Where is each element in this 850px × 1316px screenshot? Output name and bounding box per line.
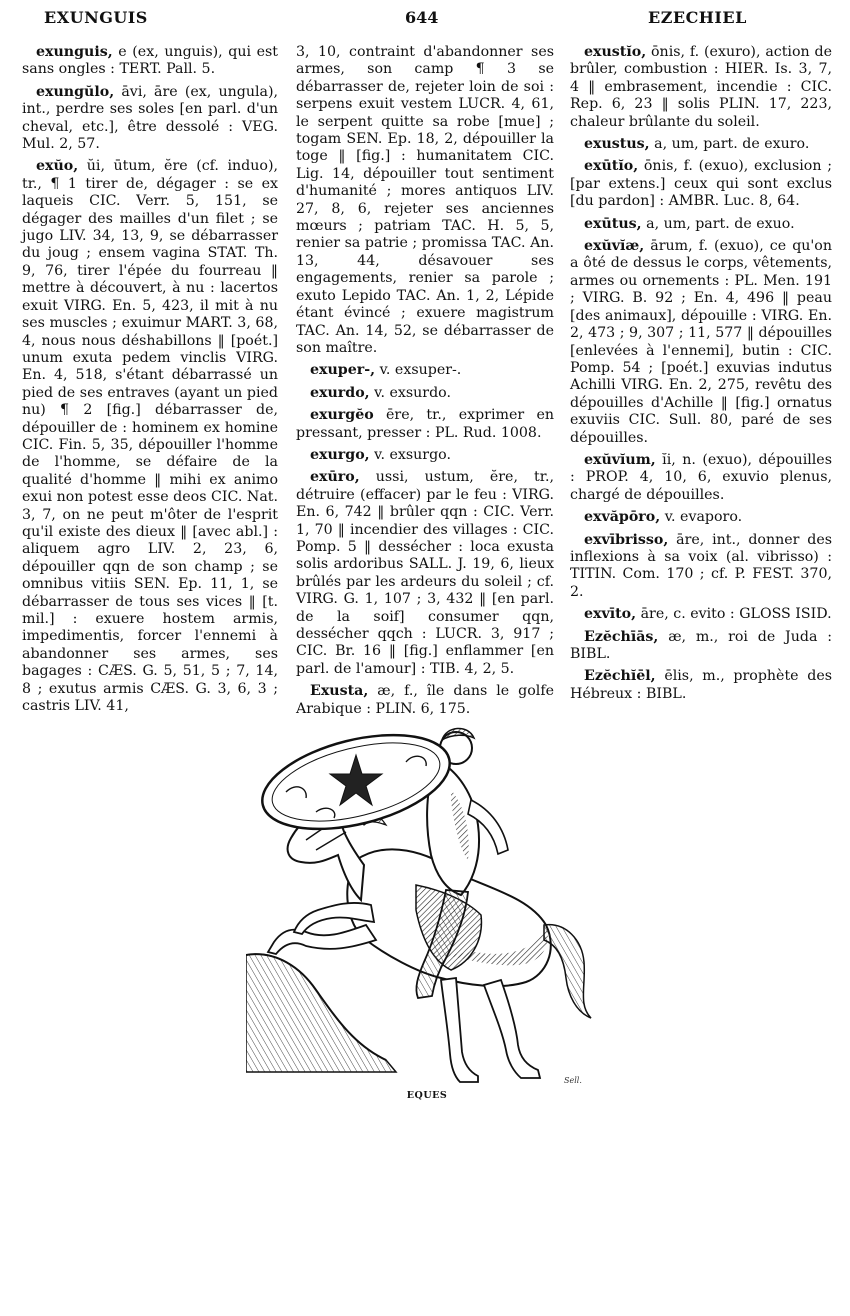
dictionary-entry <box>570 158 832 210</box>
definition: ārum, f. (exuo), ce qu'on a ôté de dessus le corps, vêtements, armes ou ornements : PL. Men. 191 ; VIRG. B. 92 ; En. 4, 496 ‖ peau [des animaux], dépouille : VIRG. En. 2, 473 ; 9, 307 ; 11, 577 ‖ dépouilles [enlevées à l'ennemi], butin : CIC. Pomp. 54 ; [poét.] exuvias indutus Achilli VIRG. En. 2, 275, revêtu des dépouilles d'Achille ‖ [fig.] ornatus exuviis CIC. Sull. 80, paré de ses dépouilles. <box>570 238 832 446</box>
definition: æ, f., île dans le golfe Arabique : PLIN. 6, 175. <box>296 683 554 717</box>
headword: Exusta, <box>310 683 369 700</box>
definition: ēre, tr., exprimer en pressant, presser : PL. Rud. 1008. <box>296 407 554 441</box>
rock-ground <box>246 954 396 1072</box>
definition: v. exsurdo. <box>374 384 451 401</box>
headword: Ezĕchĭēl, <box>584 668 656 685</box>
horse-tail <box>544 925 591 1018</box>
definition: ōnis, f. (exuo), exclusion ; [par extens.] ceux qui sont exclus [du pardon] : AMBR. Luc. 8, 64. <box>570 158 832 210</box>
running-head-right: EZECHIEL <box>648 8 747 27</box>
dictionary-entry <box>22 84 278 154</box>
headword: exūro, <box>310 469 360 486</box>
headword: Ezĕchīās, <box>584 628 659 645</box>
headword: exŭvĭæ, <box>584 238 645 255</box>
dictionary-entry-continued <box>296 44 554 357</box>
definition: ĭi, n. (exuo), dépouilles : PROP. 4, 10, 6, exuvio plenus, chargé de dépouilles. <box>570 451 832 503</box>
definition: ussi, ustum, ĕre, tr., détruire (effacer) par le feu : VIRG. En. 6, 742 ‖ brûler qqn : CIC. Verr. 1, 70 ‖ incendier des villages : CIC. Pomp. 5 ‖ dessécher : loca exusta solis ardoribus SALL. J. 19, 6, lieux brûlés par les ardeurs du soleil ; cf. VIRG. G. 1, 107 ; 3, 432 ‖ [en parl. de la soif] consumer qqn, dessécher qqch : LUCR. 3, 917 ; CIC. Br. 16 ‖ [fig.] enflammer [en parl. de l'amour] : TIB. 4, 2, 5. <box>296 469 554 677</box>
dictionary-entry <box>570 668 832 703</box>
definition: v. exsuper-. <box>379 362 462 379</box>
dictionary-entry <box>570 216 832 233</box>
dictionary-entry <box>296 469 554 678</box>
horseman-illustration <box>246 700 598 1085</box>
dictionary-entry <box>22 44 278 79</box>
headword: exunguis, <box>36 44 113 60</box>
definition: v. evaporo. <box>664 509 743 526</box>
headword: exūtus, <box>584 215 642 232</box>
horse-hind-leg-2 <box>441 978 478 1082</box>
headword: exvăpōro, <box>584 509 661 526</box>
headword: exvībrisso, <box>584 531 669 548</box>
definition: ēlis, m., prophète des Hébreux : BIBL. <box>570 668 832 702</box>
dictionary-entry <box>570 44 832 131</box>
dictionary-entry <box>296 447 554 464</box>
headword: exurgo, <box>310 446 370 463</box>
column-2 <box>296 44 554 723</box>
dictionary-entry <box>296 385 554 402</box>
definition: e (ex, unguis), qui est sans ongles : TERT. Pall. 5. <box>22 44 279 78</box>
dictionary-entry <box>22 158 278 715</box>
headword: exŭvĭum, <box>584 451 656 468</box>
headword: exūtĭo, <box>584 158 639 175</box>
definition: āre, c. evito : GLOSS ISID. <box>640 606 832 623</box>
dictionary-entry <box>570 136 832 153</box>
running-head-left: EXUNGUIS <box>44 8 148 27</box>
headword: exustus, <box>584 136 650 153</box>
headword: exvīto, <box>584 606 637 623</box>
dictionary-entry <box>570 532 832 602</box>
column-1 <box>22 44 278 720</box>
dictionary-entry <box>570 509 832 526</box>
dictionary-entry <box>570 629 832 664</box>
definition: æ, m., roi de Juda : BIBL. <box>570 628 832 662</box>
illustration-caption: EQUES <box>406 1090 448 1101</box>
horse-front-leg <box>268 925 376 954</box>
column-3 <box>570 44 832 708</box>
dictionary-entry <box>296 407 554 442</box>
definition: ŭi, ūtum, ĕre (cf. induo), tr., ¶ 1 tirer de, dégager : se ex laqueis CIC. Verr. 5, 151, se dégager des mailles d'un filet ; se jugo LIV. 34, 13, 9, se débarrasser du joug ; ensem vagina STAT. Th. 9, 76, tirer l'épée du fourreau ‖ mettre à découvert, à nu : lacertos exuit VIRG. En. 5, 423, il mit à nu ses muscles ; exuimur MART. 3, 68, 4, nous nous déshabillons ‖ [poét.] unum exuta pedem vinclis VIRG. En. 4, 518, s'étant débarrassé un pied de ses entraves (ayant un pied nu) ¶ 2 [fig.] débarrasser de, dépouiller de : hominem ex homine CIC. Fin. 5, 35, dépouiller l'homme de l'homme, se défaire de la qualité d'homme ‖ mihi ex animo exui non potest esse deos CIC. Nat. 3, 7, on ne peut m'ôter de l'esprit qu'il existe des dieux ‖ [avec abl.] : aliquem agro LIV. 2, 23, 6, dépouiller qqn de son champ ; se omnibus vitiis SEN. Ep. 11, 1, se débarrasser de tous ses vices ‖ [t. mil.] : exuere hostem armis, impedimentis, forcer l'ennemi à abandonner ses armes, ses bagages : CÆS. G. 5, 51, 5 ; 7, 14, 8 ; exutus armis CÆS. G. 3, 6, 3 ; castris LIV. 41, <box>22 158 278 715</box>
dictionary-entry <box>296 362 554 379</box>
page-header <box>0 8 850 32</box>
dictionary-entry <box>570 238 832 447</box>
headword: exurdo, <box>310 384 370 401</box>
headword: exurgĕo <box>310 407 374 424</box>
definition: v. exsurgo. <box>374 446 451 463</box>
definition: 3, 10, contraint d'abandonner ses armes, son camp ¶ 3 se débarrasser de, rejeter loin de soi : serpens exuit vestem LUCR. 4, 61, le serpent quitte sa robe [mue] ; togam SEN. Ep. 18, 2, dépouiller la toge ‖ [fig.] : humanitatem CIC. Lig. 14, dépouiller tout sentiment d'humanité ; mores antiquos LIV. 27, 8, 6, rejeter ses anciennes mœurs ; patriam TAC. H. 5, 5, renier sa patrie ; promissa TAC. An. 13, 44, désavouer ses engagements, renier sa parole ; exuto Lepido TAC. An. 1, 2, Lépide étant évincé ; exuere magistrum TAC. An. 14, 52, se débarrasser de son maître. <box>296 44 554 356</box>
headword: exustĭo, <box>584 44 647 60</box>
dictionary-entry <box>570 606 832 623</box>
definition: ōnis, f. (exuro), action de brûler, combustion : HIER. Is. 3, 7, 4 ‖ embrasement, incendie : CIC. Rep. 6, 23 ‖ solis PLIN. 17, 223, chaleur brûlante du soleil. <box>570 44 832 130</box>
dictionary-entry <box>570 452 832 504</box>
definition: a, um, part. de exuro. <box>654 136 810 153</box>
headword: exuper-, <box>310 362 376 379</box>
artist-signature: Sell. <box>564 1076 582 1085</box>
headword: exŭo, <box>36 158 79 175</box>
horse-hind-leg <box>484 980 540 1078</box>
definition: āvi, āre (ex, ungula), int., perdre ses soles [en parl. d'un cheval, etc.], être dessolé : VEG. Mul. 2, 57. <box>22 83 278 153</box>
definition: āre, int., donner des inflexions à sa voix (al. vibrisso) : TITIN. Com. 170 ; cf. P. FEST. 370, 2. <box>570 531 832 600</box>
definition: a, um, part. de exuo. <box>646 215 795 232</box>
page-number: 644 <box>405 8 439 27</box>
headword: exungŭlo, <box>36 83 115 100</box>
